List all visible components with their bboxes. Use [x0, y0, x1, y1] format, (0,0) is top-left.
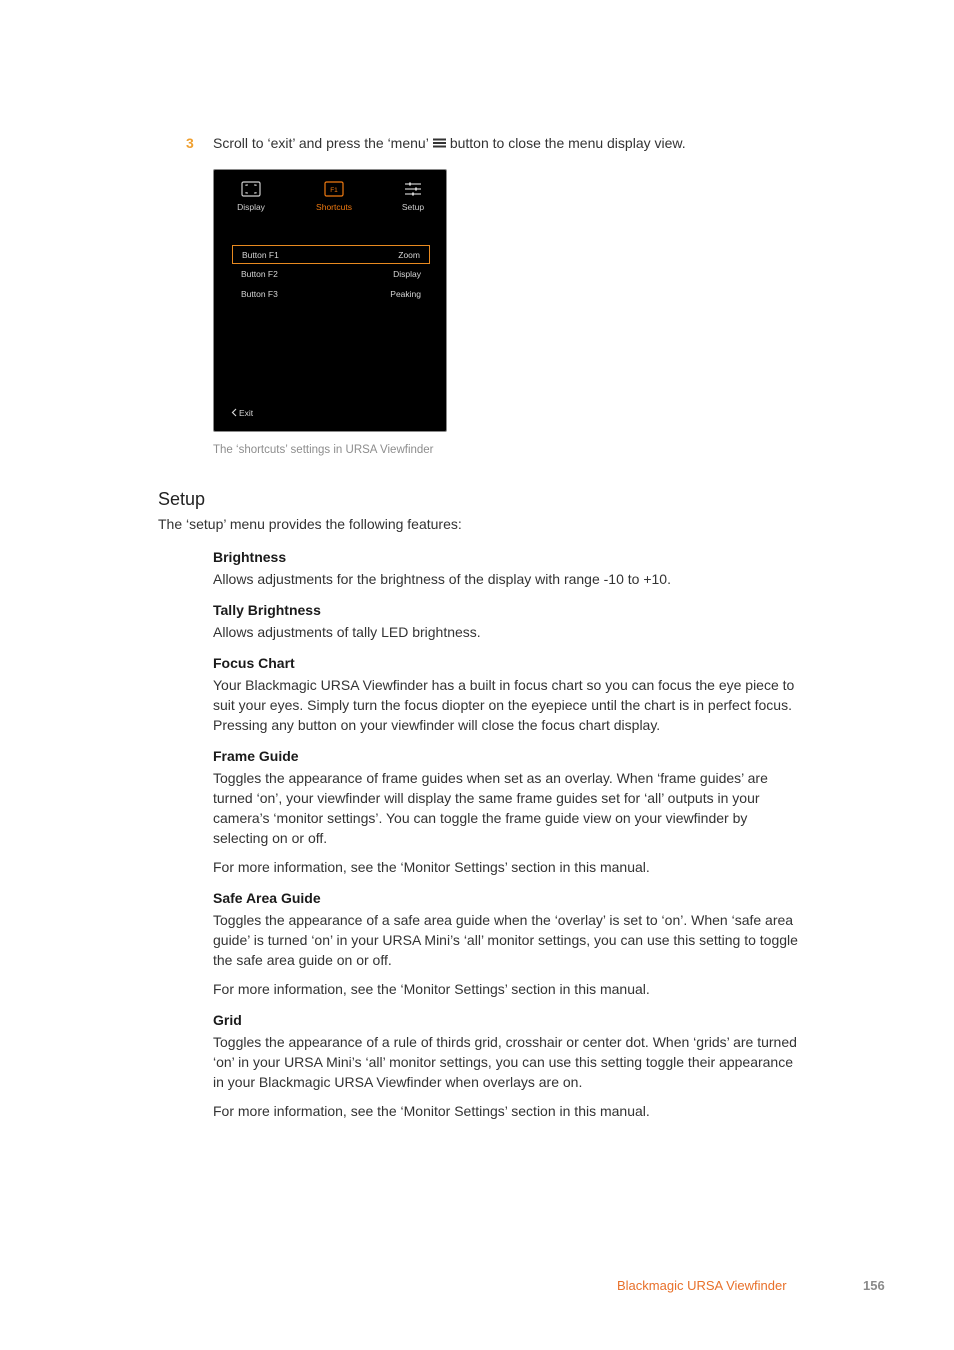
menu-icon — [433, 138, 446, 148]
shortcut-row-f2[interactable] — [232, 265, 430, 284]
step-text-before: Scroll to ‘exit’ and press the ‘menu’ — [213, 135, 429, 151]
shortcut-label: Button F3 — [241, 289, 278, 299]
shortcut-label: Button F2 — [241, 269, 278, 279]
tab-shortcuts-label: Shortcuts — [316, 202, 352, 212]
tab-setup-label: Setup — [401, 202, 425, 212]
tab-display[interactable] — [216, 180, 286, 212]
svg-text:F1: F1 — [330, 187, 338, 194]
feature-title: Focus Chart — [213, 655, 295, 671]
exit-button[interactable] — [231, 408, 253, 418]
feature-description: Your Blackmagic URSA Viewfinder has a built in focus chart so you can focus the eye piece to suit your eyes. Simply turn the focus diopter on the eyepiece until the chart is in perfect focus. Pressing any button on your viewfinder will close the focus chart display. — [213, 677, 795, 733]
step-text — [213, 133, 686, 153]
feature-note: For more information, see the ‘Monitor Settings’ section in this manual. — [213, 981, 650, 997]
feature-note: For more information, see the ‘Monitor Settings’ section in this manual. — [213, 859, 650, 875]
feature-title: Tally Brightness — [213, 602, 321, 618]
feature-title: Safe Area Guide — [213, 890, 321, 906]
shortcut-value: Peaking — [390, 289, 421, 299]
feature-title: Frame Guide — [213, 748, 299, 764]
figure-caption: The ‘shortcuts’ settings in URSA Viewfinder — [213, 444, 434, 456]
tab-display-label: Display — [237, 202, 265, 212]
shortcut-row-f3[interactable] — [232, 285, 430, 304]
feature-description: Toggles the appearance of a safe area guide when the ‘overlay’ is set to ‘on’. When ‘safe area guide’ is turned ‘on’ in your URSA Mini’s ‘all’ monitor settings, you can use this setting to toggle the safe area guide on or off. — [213, 912, 798, 968]
exit-label: Exit — [239, 408, 254, 418]
footer-title: Blackmagic URSA Viewfinder — [617, 1278, 787, 1293]
viewfinder-menu-screenshot — [213, 169, 447, 432]
chevron-left-icon — [231, 408, 237, 417]
feature-title: Grid — [213, 1012, 242, 1028]
page-number: 156 — [863, 1278, 885, 1293]
shortcut-label: Button F1 — [242, 250, 279, 260]
step-number: 3 — [186, 135, 194, 151]
setup-features — [213, 547, 798, 1130]
feature-description: Allows adjustments of tally LED brightness. — [213, 624, 481, 640]
shortcut-value: Zoom — [398, 250, 420, 260]
tab-setup[interactable] — [378, 180, 448, 212]
section-heading: Setup — [158, 489, 206, 509]
step-text-after: button to close the menu display view. — [449, 135, 686, 151]
shortcut-value: Display — [393, 269, 421, 279]
feature-description: Toggles the appearance of a rule of thirds grid, crosshair or center dot. When ‘grids’ are turned ‘on’ in your URSA Mini’s ‘all’ monitor settings, you can use this setting toggle their appearance in your Blackmagic URSA Viewfinder when overlays are on. — [213, 1034, 797, 1090]
feature-description: Toggles the appearance of frame guides when set as an overlay. When ‘frame guides’ are turned ‘on’, your viewfinder will display the same frame guides set for ‘all’ outputs in your camera’s ‘monitor settings’. You can toggle the frame guide view on your viewfinder by selecting on or off. — [213, 770, 768, 846]
feature-title: Brightness — [213, 549, 287, 565]
display-frame-icon — [241, 180, 261, 198]
intro-text: The ‘setup’ menu provides the following features: — [158, 516, 462, 532]
feature-description: Allows adjustments for the brightness of the display with range -10 to +10. — [213, 571, 671, 587]
f1-shortcut-icon — [324, 180, 344, 198]
sliders-icon — [403, 180, 423, 198]
tab-shortcuts[interactable] — [299, 180, 369, 212]
shortcut-row-f1[interactable] — [232, 245, 430, 264]
feature-note: For more information, see the ‘Monitor Settings’ section in this manual. — [213, 1103, 650, 1119]
